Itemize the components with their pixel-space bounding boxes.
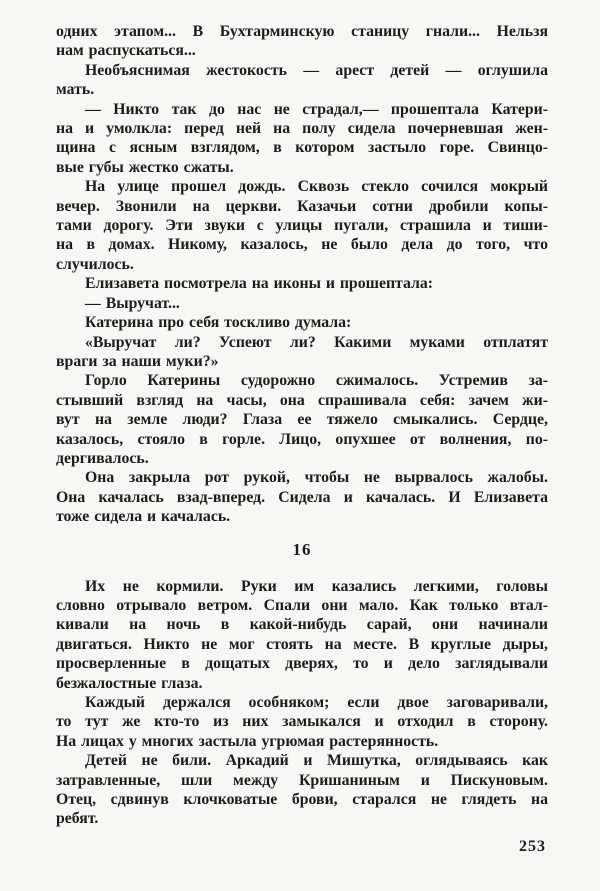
text-line: Она закрыла рот рукой, чтобы не вырвалось жалобы. [85,469,548,487]
paragraph [56,693,548,751]
text-line: тами дорогу. Эти звуки с улицы пугали, страшила и тиши- [56,217,548,235]
text-line: Необъяснимая жестокость — арест детей — оглушила [85,61,548,79]
text-line: На лицах у многих застыла угрюмая растерянность. [56,732,439,750]
text-line: Она качалась взад-вперед. Сидела и качалась. И Елизавета [56,488,548,506]
text-line: Детей не били. Аркадий и Мишутка, оглядываясь как [85,752,548,770]
paragraph [56,22,548,61]
text-line: дергивалось. [56,449,149,467]
text-before-heading [56,22,548,527]
paragraph [56,61,548,100]
paragraph [56,468,548,526]
text-line: случилось. [56,255,134,273]
paragraph [56,177,548,274]
text-line: враги за наши муки?» [56,352,219,370]
paragraph [56,274,548,293]
paragraph [56,313,548,332]
text-line: на в домах. Никому, казалось, не было дела до того, что [56,236,548,254]
text-line: ребят. [56,810,99,828]
section-heading: 16 [292,539,312,559]
page-number: 253 [519,837,546,855]
text-line: На улице прошел дождь. Сквозь стекло сочился мокрый [85,178,548,196]
paragraph [56,371,548,468]
text-line: безжалостные глаза. [56,674,203,692]
text-line: кивали на ночь в какой-нибудь сарай, они начинали [56,616,548,634]
text-line: на и умолкла: перед ней на полу сидела почерневшая жен- [56,120,548,138]
text-line: стывший взгляд на часы, она спрашивала себя: зачем жи- [56,391,548,409]
text-line: казалось, стояло в горле. Лицо, опухшее от волнения, по- [56,430,548,448]
text-line: вые губы жестко сжаты. [56,158,234,176]
text-line: затравленные, шли между Кришаниным и Пискуновым. [56,771,548,789]
text-line: словно отрывало ветром. Спали они мало. Как только втал- [56,596,548,614]
text-line: вечер. Звонили на церкви. Казачьи сотни дробили копы- [56,197,548,215]
paragraph [56,333,548,372]
text-line: двигаться. Никто не мог стоять на месте. В круглые дыры, [56,635,548,653]
text-line: одних этапом... В Бухтарминскую станицу гнали... Нельзя [56,23,548,40]
text-line: — Никто так до нас не страдал,— прошептала Катери- [85,100,548,118]
text-line: Отец, сдвинув клочковатые брови, старался не глядеть на [56,791,548,809]
text-line: Катерина про себя тоскливо думала: [85,314,352,332]
paragraph [56,577,548,693]
text-line: Елизавета посмотрела на иконы и прошептала: [85,275,434,293]
text-line: вут на земле люди? Глаза ее тяжело смыкались. Сердце, [56,411,548,429]
text-line: «Выручат ли? Успеют ли? Какими муками отплатят [85,333,548,351]
text-line: то тут же кто-то из них замыкался и отходил в сторону. [56,713,548,731]
text-line: щина с ясным взглядом, в котором застыло горе. Свинцо- [56,139,548,157]
text-line: тоже сидела и качалась. [56,508,231,526]
text-line: — Выручат... [85,294,180,312]
page-text-block [56,22,548,856]
paragraph [56,294,548,313]
text-line: Их не кормили. Руки им казались легкими, головы [85,577,548,595]
paragraph [56,100,548,178]
text-line: нам распускаться... [56,42,196,60]
text-line: Горло Катерины судорожно сжималось. Устремив за- [85,372,548,390]
text-line: просверленные в дощатых дверях, то и дело заглядывали [56,655,548,673]
text-after-heading [56,577,548,829]
text-line: Каждый держался особняком; если двое заговаривали, [85,694,548,711]
paragraph [56,751,548,829]
text-line: мать. [56,81,95,99]
